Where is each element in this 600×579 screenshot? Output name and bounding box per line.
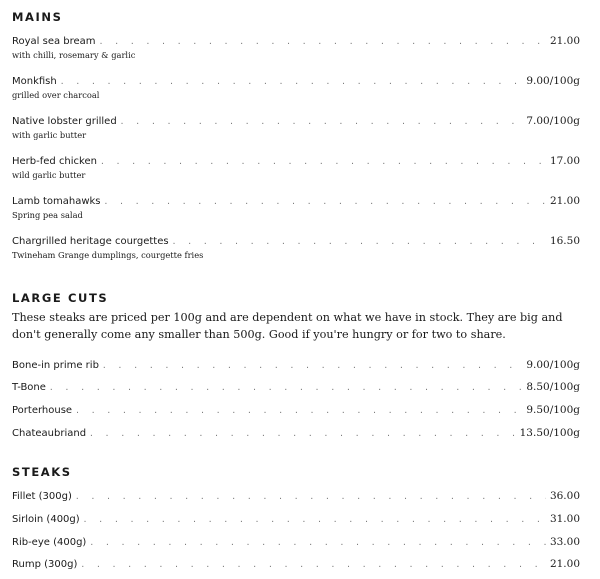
item-name: Native lobster grilled [12,116,117,127]
item-price: 9.00/100g [526,75,580,87]
item-price: 7.00/100g [526,115,580,127]
dot-leader [60,75,523,86]
item-price: 21.00 [549,195,580,207]
menu-item [12,35,580,60]
menu-item [12,195,580,220]
menu-item [12,490,580,502]
item-description: Spring pea salad [12,210,83,220]
menu-item [12,513,580,525]
dot-leader [99,35,546,46]
menu-item [12,75,580,100]
item-description: with chilli, rosemary & garlic [12,50,136,60]
item-name: Bone-in prime rib [12,360,99,371]
item-description: wild garlic butter [12,170,86,180]
dot-leader [89,536,546,547]
item-price: 9.00/100g [526,359,580,371]
menu-item [12,427,580,439]
item-name: Lamb tomahawks [12,196,101,207]
item-name: Rib-eye (400g) [12,537,87,548]
dot-leader [120,115,523,126]
menu-item [12,115,580,140]
menu-item [12,155,580,180]
item-name: T-Bone [12,382,46,393]
item-name: Chateaubriand [12,428,87,439]
dot-leader [80,558,546,569]
item-name: Royal sea bream [12,36,96,47]
dot-leader [89,427,516,438]
item-name: Chargrilled heritage courgettes [12,236,169,247]
item-name: Porterhouse [12,405,73,416]
menu-item [12,381,580,393]
item-price: 13.50/100g [519,427,580,439]
dot-leader [49,381,522,392]
item-description: Twineham Grange dumplings, courgette fries [12,250,204,260]
item-price: 31.00 [549,513,580,525]
section-title-steaks: STEAKS [12,465,72,479]
menu-item [12,536,580,548]
item-price: 33.00 [549,536,580,548]
item-name: Sirloin (400g) [12,514,80,525]
dot-leader [100,155,546,166]
menu-item [12,404,580,416]
section-title-mains: MAINS [12,10,63,24]
item-description: with garlic butter [12,130,87,140]
item-price: 16.50 [549,235,580,247]
item-price: 21.00 [549,35,580,47]
dot-leader [75,404,522,415]
menu-item [12,558,580,570]
dot-leader [172,235,546,246]
item-price: 17.00 [549,155,580,167]
item-price: 8.50/100g [526,381,580,393]
section-title-large-cuts: LARGE CUTS [12,291,109,305]
large-cuts-intro: These steaks are priced per 100g and are dependent on what we have in stock. They are big and don't generally come any smaller than 500g. Good if you're hungry or for two to share. [12,311,563,341]
item-price: 21.00 [549,558,580,570]
dot-leader [104,195,546,206]
item-price: 36.00 [549,490,580,502]
menu-item [12,235,580,260]
item-name: Herb-fed chicken [12,156,97,167]
dot-leader [83,513,546,524]
dot-leader [75,490,546,501]
item-price: 9.50/100g [526,404,580,416]
item-name: Rump (300g) [12,559,78,570]
dot-leader [102,359,522,370]
item-name: Monkfish [12,76,57,87]
item-name: Fillet (300g) [12,491,72,502]
menu-item [12,359,580,371]
item-description: grilled over charcoal [12,90,100,100]
